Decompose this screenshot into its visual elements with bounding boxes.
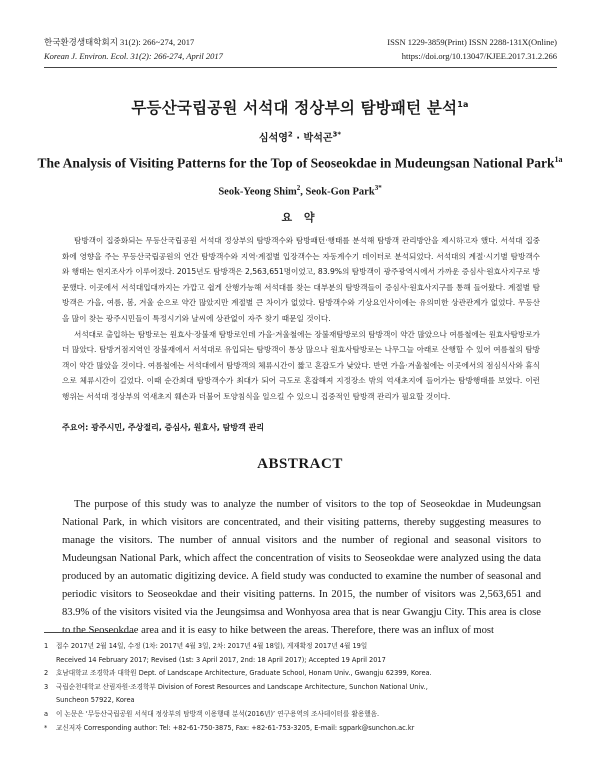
journal-identifiers [387, 35, 557, 63]
author-1-en: Seok-Yeong Shim [218, 186, 297, 198]
authors-english: Seok-Yeong Shim$^2$, Seok-Gon Park$^{3*}$ [218, 184, 382, 198]
summary-paragraph-2: 서석대로 출입하는 탐방로는 원효사·장불재 탐방로인데 가을·겨울철에는 장불재탐방로의 탐방객이 약간 많았으나 여름철에는 원효사탐방로가 더 많았다. 탐방거점지역인 장불재에서 서석대로 유입되는 탐방객이 통상 많으나 원효사탐방로는 나무그늘 아래로 산행할 수 있어 여름철의 탐방객이 약간 많았을 것이다. 여름철에는 서석대에서 탐방객의 체류시간이 짧고 혼잡도가 낮았다. 반면 가을·겨울철에는 이곳에서의 점심식사와 휴식으로 체류시간이 길었다. 이때 순간최대 탐방객수가 최대가 되어 극도로 혼잡해져 지정장소 밖의 억새초지에 들어가는 탐방행태를 보였다. 이런 행위는 서석대 정상부의 억새초지 훼손과 더불어 토양침식을 일으킬 수 있으니 집중적인 탐방객 관리가 필요할 것이다. [62, 329, 540, 401]
footnote-corresponding-author: * 교신저자 Corresponding author: Tel: +82-61-750-3875, Fax: +82-61-753-3205, E-mail: sgpark@sunchon.ac.kr [44, 723, 415, 732]
doi-link[interactable]: https://doi.org/10.13047/KJEE.2017.31.2.266 [401, 51, 557, 61]
journal-citation-ko: 한국환경생태학회지 31(2): 266~274, 2017 [44, 37, 195, 47]
author-2-ko: 박석곤 [303, 133, 333, 144]
title-korean: 무등산국립공원 서석대 정상부의 탐방패턴 분석$^{1a}$ [131, 99, 469, 117]
authors-korean: 심석영$^2$ · 박석곤$^{3*}$ [258, 130, 342, 144]
keywords: 주요어: 광주시민, 주상절리, 증심사, 원효사, 탐방객 관리 [62, 423, 265, 432]
journal-citation-en: Korean J. Environ. Ecol. 31(2): 266-274, April 2017 [44, 51, 223, 61]
summary-korean [62, 233, 540, 405]
title-korean-footnote-mark: 1a [457, 99, 469, 109]
footnote-1: 1 접수 2017년 2월 14일, 수정 (1차: 2017년 4월 3일, 2차: 2017년 4월 18일), 게재확정 2017년 4월 19일 [44, 642, 368, 650]
abstract-heading: ABSTRACT [257, 456, 343, 472]
footnote-3: 3 국립순천대학교 산림자원·조경학부 Division of Forest Resources and Landscape Architecture, Sunchon National Univ., [44, 682, 428, 691]
author-1-ko: 심석영 [258, 133, 288, 144]
footnote-a: a 이 논문은 ‘무등산국립공원 서석대 정상부의 탐방객 이용행태 분석(2016년)’ 연구용역의 조사데이터를 활용했음. [44, 709, 380, 718]
summary-paragraph-1: 탐방객이 집중화되는 무등산국립공원 서석대 정상부의 탐방객수와 탐방패턴·행태를 분석해 탐방객 관리방안을 제시하고자 했다. 서석대 집중화에 영향을 주는 무등산국립공원의 연간 탐방객수와 지역·계절별 입장객수는 자동계수기 데이터로 분석되었다. 서석대의 계절·시기별 탐방객수와 행태는 현지조사가 이루어졌다. 2015년도 탐방객은 2,563,651명이었고, 83.9%의 탐방객이 광주광역시에서 가까운 증심사·원효사지구로 방문했다. 이곳에서 서석대입대까지는 가깝고 쉽게 산행가능해 서석대를 찾는 대부분의 탐방객들이 증심사·원효사지구를 통해 들어왔다. 계절별 탐방객은 가을, 여름, 봄, 겨울 순으로 약간 많았지만 계절별 큰 차이가 없었다. 탐방객수와 기상요인사이에는 유의미한 상관관계가 없었다. 무등산을 많이 찾는 광주시민들이 특정시기와 날씨에 상관없이 자주 찾기 때문일 것이다. [62, 236, 540, 323]
summary-heading: 요 약 [281, 211, 319, 224]
title-english: The Analysis of Visiting Patterns for the Top of Seoseokdae in Mudeungsan National Park$^{1a}$ [37, 155, 563, 171]
abstract-english: The purpose of this study was to analyze the number of visitors to the top of Seoseokdae in Mudeungsan National Park, in which visitors are concentrated, and their visiting patterns, thereby suggesting measures to manage the visitors. The number of annual visitors and the number of regional and seasonal visitors to Mudeungsan National Park, which affect the concentration of visits to Seoseokdae were analyzed using the data produced by an automatic digitizing device. A field study was conducted to examine the number of seasonal and periodic visitors to Seoseokdae and their visiting patterns. In 2015, the number of visitors was 2,563,651 and 83.9% of the visitors visited via the Jeungsimsa and Wonhyosa area that is near Gwangju City. This area is close to the Seoseokdae area and it is easy to hike between the areas. Therefore, there was an influx of most [62, 499, 541, 636]
journal-citation [44, 35, 223, 63]
footnote-3-continued: Suncheon 57922, Korea [56, 696, 135, 705]
footnote-divider [44, 632, 134, 633]
header-divider [44, 67, 557, 68]
footnote-1-continued: Received 14 February 2017; Revised (1st: 3 April 2017, 2nd: 18 April 2017); Accepted 19 April 2017 [56, 655, 386, 664]
title-english-footnote-mark: 1a [554, 155, 563, 164]
footnotes [44, 640, 564, 735]
author-2-en: Seok-Gon Park [305, 186, 375, 198]
issn: ISSN 1229-3859(Print) ISSN 2288-131X(Online) [387, 37, 557, 47]
footnote-2: 2 호남대학교 조경학과 대학원 Dept. of Landscape Architecture, Graduate School, Honam Univ., Gwangju 62399, Korea. [44, 669, 432, 678]
